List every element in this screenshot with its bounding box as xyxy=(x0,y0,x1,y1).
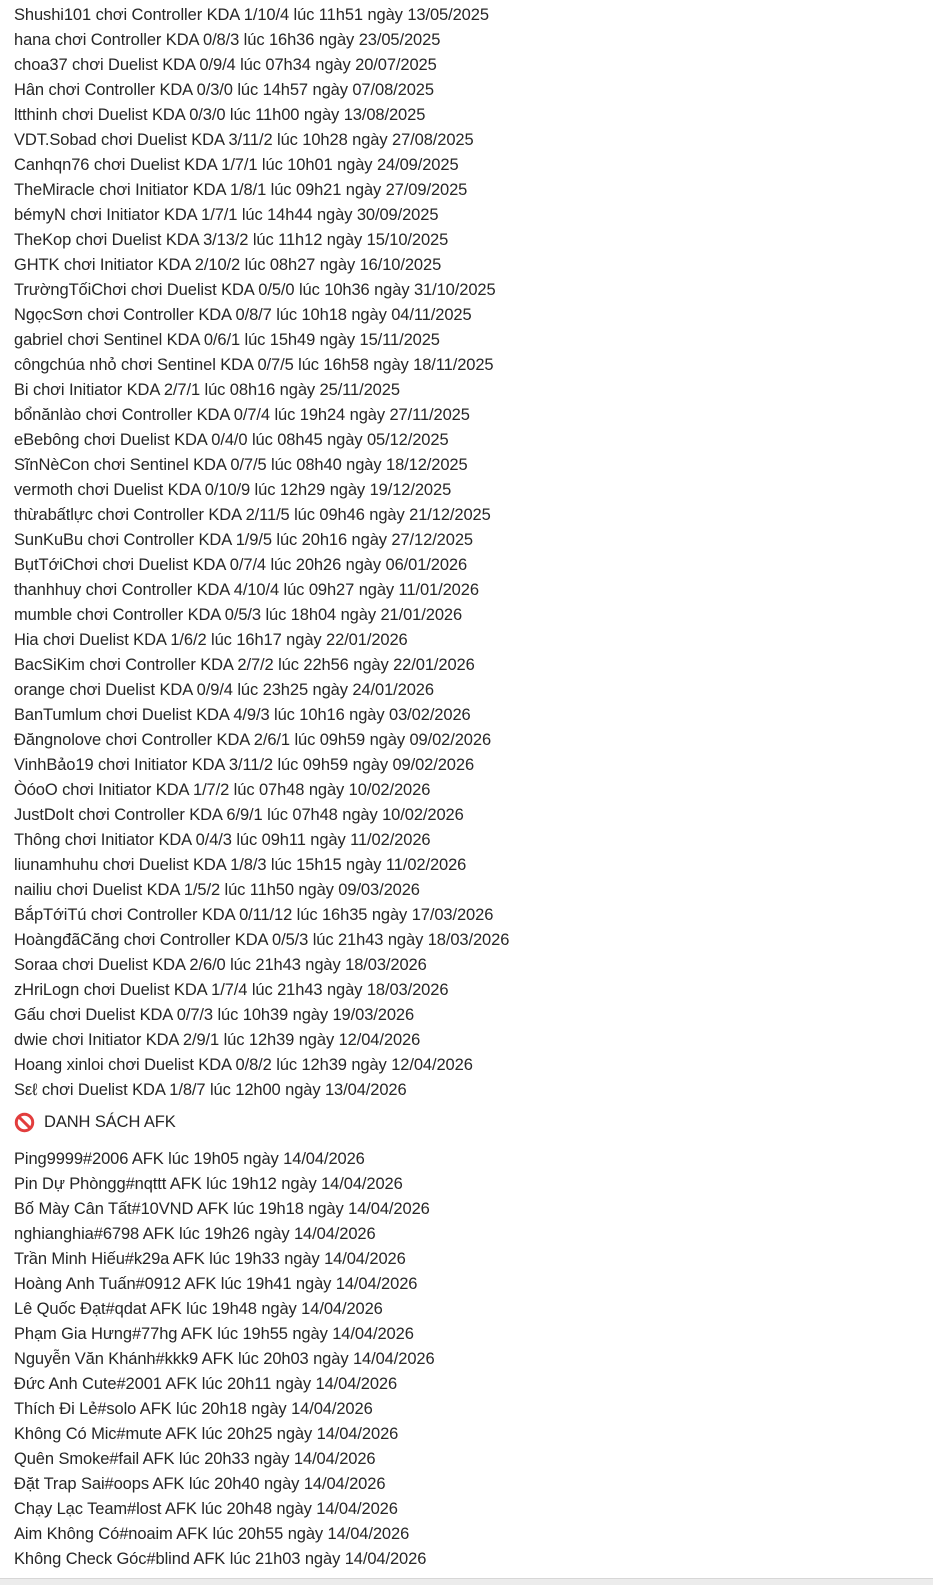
afk-section-header xyxy=(14,1110,933,1134)
player-status-line: Hia chơi Duelist KDA 1/6/2 lúc 16h17 ngày 22/01/2026 xyxy=(14,631,408,649)
no-entry-icon xyxy=(14,1112,35,1133)
afk-status-line: Bố Mày Cân Tất#10VND AFK lúc 19h18 ngày 14/04/2026 xyxy=(14,1200,430,1218)
afk-status-line: Aim Không Có#noaim AFK lúc 20h55 ngày 14/04/2026 xyxy=(14,1525,410,1543)
player-status-line: VinhBảo19 chơi Initiator KDA 3/11/2 lúc 09h59 ngày 09/02/2026 xyxy=(14,756,475,774)
player-status-line: thừabấtlực chơi Controller KDA 2/11/5 lúc 09h46 ngày 21/12/2025 xyxy=(14,506,491,524)
afk-status-line: Quên Smoke#fail AFK lúc 20h33 ngày 14/04/2026 xyxy=(14,1450,376,1468)
afk-status-line: nghianghia#6798 AFK lúc 19h26 ngày 14/04/2026 xyxy=(14,1225,376,1243)
player-status-line: Đăngnolove chơi Controller KDA 2/6/1 lúc 09h59 ngày 09/02/2026 xyxy=(14,731,492,749)
afk-status-line: Pin Dự Phòngg#nqttt AFK lúc 19h12 ngày 14/04/2026 xyxy=(14,1175,403,1193)
afk-status-line: Ping9999#2006 AFK lúc 19h05 ngày 14/04/2026 xyxy=(14,1150,365,1168)
player-status-line: hana chơi Controller KDA 0/8/3 lúc 16h36 ngày 23/05/2025 xyxy=(14,31,441,49)
player-status-line: Sεℓ chơi Duelist KDA 1/8/7 lúc 12h00 ngày 13/04/2026 xyxy=(14,1081,407,1099)
afk-list xyxy=(0,1147,933,1572)
player-status-line: thanhhuy chơi Controller KDA 4/10/4 lúc 09h27 ngày 11/01/2026 xyxy=(14,581,479,599)
horizontal-scrollbar[interactable] xyxy=(0,1578,933,1585)
player-status-line: nailiu chơi Duelist KDA 1/5/2 lúc 11h50 ngày 09/03/2026 xyxy=(14,881,420,899)
player-status-line: Canhqn76 chơi Duelist KDA 1/7/1 lúc 10h01 ngày 24/09/2025 xyxy=(14,156,459,174)
afk-status-line: Lê Quốc Đạt#qdat AFK lúc 19h48 ngày 14/04/2026 xyxy=(14,1300,383,1318)
player-status-line: eBebông chơi Duelist KDA 0/4/0 lúc 08h45 ngày 05/12/2025 xyxy=(14,431,449,449)
player-status-line: BụtTớiChơi chơi Duelist KDA 0/7/4 lúc 20h26 ngày 06/01/2026 xyxy=(14,556,468,574)
afk-status-line: Không Check Góc#blind AFK lúc 21h03 ngày 14/04/2026 xyxy=(14,1550,427,1568)
player-status-line: Shushi101 chơi Controller KDA 1/10/4 lúc 11h51 ngày 13/05/2025 xyxy=(14,6,489,24)
player-status-line: BanTumlum chơi Duelist KDA 4/9/3 lúc 10h16 ngày 03/02/2026 xyxy=(14,706,471,724)
player-status-line: bémyN chơi Initiator KDA 1/7/1 lúc 14h44 ngày 30/09/2025 xyxy=(14,206,439,224)
player-status-line: BắpTớiTú chơi Controller KDA 0/11/12 lúc 16h35 ngày 17/03/2026 xyxy=(14,906,494,924)
afk-status-line: Không Có Mic#mute AFK lúc 20h25 ngày 14/04/2026 xyxy=(14,1425,399,1443)
player-status-line: SunKuBu chơi Controller KDA 1/9/5 lúc 20h16 ngày 27/12/2025 xyxy=(14,531,473,549)
afk-status-line: Phạm Gia Hưng#77hg AFK lúc 19h55 ngày 14/04/2026 xyxy=(14,1325,414,1343)
player-status-line: NgọcSơn chơi Controller KDA 0/8/7 lúc 10h18 ngày 04/11/2025 xyxy=(14,306,472,324)
afk-status-line: Hoàng Anh Tuấn#0912 AFK lúc 19h41 ngày 14/04/2026 xyxy=(14,1275,418,1293)
player-status-line: vermoth chơi Duelist KDA 0/10/9 lúc 12h29 ngày 19/12/2025 xyxy=(14,481,452,499)
player-status-line: Soraa chơi Duelist KDA 2/6/0 lúc 21h43 ngày 18/03/2026 xyxy=(14,956,427,974)
afk-status-line: Thích Đi Lẻ#solo AFK lúc 20h18 ngày 14/04/2026 xyxy=(14,1400,373,1418)
player-status-line: BacSiKim chơi Controller KDA 2/7/2 lúc 22h56 ngày 22/01/2026 xyxy=(14,656,475,674)
player-status-line: HoàngđãCăng chơi Controller KDA 0/5/3 lúc 21h43 ngày 18/03/2026 xyxy=(14,931,510,949)
player-status-line: choa37 chơi Duelist KDA 0/9/4 lúc 07h34 ngày 20/07/2025 xyxy=(14,56,437,74)
player-status-line: VDT.Sobad chơi Duelist KDA 3/11/2 lúc 10h28 ngày 27/08/2025 xyxy=(14,131,474,149)
player-status-line: orange chơi Duelist KDA 0/9/4 lúc 23h25 ngày 24/01/2026 xyxy=(14,681,434,699)
afk-status-line: Đặt Trap Sai#oops AFK lúc 20h40 ngày 14/04/2026 xyxy=(14,1475,386,1493)
player-status-line: liunamhuhu chơi Duelist KDA 1/8/3 lúc 15h15 ngày 11/02/2026 xyxy=(14,856,467,874)
player-status-line: Bi chơi Initiator KDA 2/7/1 lúc 08h16 ngày 25/11/2025 xyxy=(14,381,400,399)
afk-section-title: DANH SÁCH AFK xyxy=(44,1113,176,1131)
afk-status-line: Trần Minh Hiếu#k29a AFK lúc 19h33 ngày 14/04/2026 xyxy=(14,1250,406,1268)
afk-status-line: Nguyễn Văn Khánh#kkk9 AFK lúc 20h03 ngày 14/04/2026 xyxy=(14,1350,435,1368)
afk-status-line: Chạy Lạc Team#lost AFK lúc 20h48 ngày 14/04/2026 xyxy=(14,1500,398,1518)
player-status-line: zHriLogn chơi Duelist KDA 1/7/4 lúc 21h43 ngày 18/03/2026 xyxy=(14,981,449,999)
player-status-line: bổnănlào chơi Controller KDA 0/7/4 lúc 19h24 ngày 27/11/2025 xyxy=(14,406,470,424)
player-status-line: Hân chơi Controller KDA 0/3/0 lúc 14h57 ngày 07/08/2025 xyxy=(14,81,434,99)
player-status-line: Hoang xinloi chơi Duelist KDA 0/8/2 lúc 12h39 ngày 12/04/2026 xyxy=(14,1056,473,1074)
player-status-line: Thông chơi Initiator KDA 0/4/3 lúc 09h11 ngày 11/02/2026 xyxy=(14,831,431,849)
player-status-line: gabriel chơi Sentinel KDA 0/6/1 lúc 15h49 ngày 15/11/2025 xyxy=(14,331,440,349)
player-status-line: TheKop chơi Duelist KDA 3/13/2 lúc 11h12 ngày 15/10/2025 xyxy=(14,231,449,249)
player-status-line: dwie chơi Initiator KDA 2/9/1 lúc 12h39 ngày 12/04/2026 xyxy=(14,1031,421,1049)
player-status-line: côngchúa nhỏ chơi Sentinel KDA 0/7/5 lúc 16h58 ngày 18/11/2025 xyxy=(14,356,494,374)
player-status-line: ltthinh chơi Duelist KDA 0/3/0 lúc 11h00 ngày 13/08/2025 xyxy=(14,106,426,124)
player-status-line: Gấu chơi Duelist KDA 0/7/3 lúc 10h39 ngày 19/03/2026 xyxy=(14,1006,415,1024)
player-status-line: TheMiracle chơi Initiator KDA 1/8/1 lúc 09h21 ngày 27/09/2025 xyxy=(14,181,468,199)
player-status-line: TrườngTốiChơi chơi Duelist KDA 0/5/0 lúc 10h36 ngày 31/10/2025 xyxy=(14,281,496,299)
player-status-line: SĩnNèCon chơi Sentinel KDA 0/7/5 lúc 08h40 ngày 18/12/2025 xyxy=(14,456,468,474)
player-status-line: ÒóoO chơi Initiator KDA 1/7/2 lúc 07h48 ngày 10/02/2026 xyxy=(14,781,431,799)
player-status-line: mumble chơi Controller KDA 0/5/3 lúc 18h04 ngày 21/01/2026 xyxy=(14,606,463,624)
player-status-line: GHTK chơi Initiator KDA 2/10/2 lúc 08h27 ngày 16/10/2025 xyxy=(14,256,442,274)
afk-status-line: Đức Anh Cute#2001 AFK lúc 20h11 ngày 14/04/2026 xyxy=(14,1375,398,1393)
player-status-line: JustDoIt chơi Controller KDA 6/9/1 lúc 07h48 ngày 10/02/2026 xyxy=(14,806,464,824)
